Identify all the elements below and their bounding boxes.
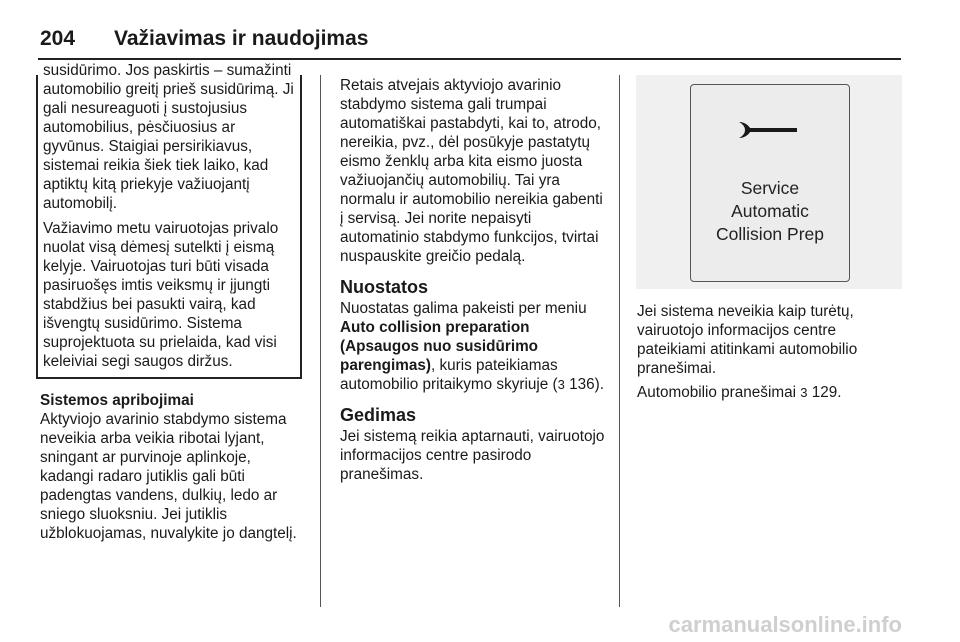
settings-paragraph (340, 299, 608, 394)
display-panel (690, 84, 850, 282)
warning-paragraph-2: Važiavimo metu vairuotojas privalo nuolat visą dėmesį sutelkti į eismą kelyje. Vairuotojas turi būti visada pasiruošęs imtis veiksmų ir įjungti stabdžius bei pasukti vairą, kad išvengtų susidūrimo. Sistema suprojektuota su prielaida, kad visi keleiviai segi saugos diržus. (43, 220, 279, 370)
column-2 (340, 76, 608, 484)
wrench-icon (737, 119, 801, 141)
faults-paragraph: Jei sistemą reikia aptarnauti, vairuotojo informacijos centre pasirodo pranešimas. (340, 428, 605, 483)
column-3 (637, 302, 899, 407)
warning-box (36, 62, 302, 379)
page-title: Važiavimas ir naudojimas (114, 27, 369, 50)
messages-page-ref[interactable]: 129. (807, 384, 842, 401)
limitations-heading: Sistemos apribojimai (40, 392, 194, 409)
settings-page-ref[interactable]: 136). (564, 376, 604, 393)
column-divider-2 (619, 75, 620, 607)
reference-arrow-icon: 3 (800, 385, 808, 400)
watermark: carmanualsonline.info (668, 612, 902, 637)
service-message-line-2: Automatic (731, 201, 809, 221)
warning-paragraph-1: susidūrimo. Jos paskirtis – sumažinti automobilio greitį prieš susidūrimą. Ji gali nesureaguoti į sustojusius automobilius, pėsčiuosius ar gyvūnus. Staigiai persirikiavus, sistemai reikia šiek tiek laiko, kad aptiktų kitą priekyje važiuojantį automobilį. (43, 62, 294, 212)
intro-paragraph: Retais atvejais aktyviojo avarinio stabdymo sistema gali trumpai automatiškai pastabdyti, kai to, atrodo, nereikia, pvz., dėl posūkyje pastatytų eismo ženklų arba kita eismo juosta važiuojančių automobilių. Tai yra normalu ir automobilio nereikia gabenti į servisą. Jei norite nepaisyti automatinio stabdymo funkcijos, tvirtai nuspauskite greičio pedalą. (340, 77, 603, 265)
column-1-section (40, 391, 305, 543)
service-message (691, 177, 849, 246)
settings-text-pre: Nuostatas galima pakeisti per meniu (340, 300, 587, 317)
column-divider-1 (320, 75, 321, 607)
malfunction-paragraph: Jei sistema neveikia kaip turėtų, vairuotojo informacijos centre pateikiami atitinkami automobilio pranešimai. (637, 303, 858, 377)
page-number: 204 (40, 27, 76, 50)
settings-text-post: , kuris pateikiamas automobilio pritaikymo skyriuje ( (340, 357, 558, 393)
service-message-figure (636, 75, 902, 289)
messages-ref-text: Automobilio pranešimai (637, 384, 801, 401)
settings-heading: Nuostatos (340, 277, 429, 297)
service-message-line-1: Service (740, 178, 800, 198)
service-message-line-3: Collision Prep (716, 224, 824, 244)
header-rule (38, 58, 901, 60)
limitations-text: Aktyviojo avarinio stabdymo sistema neveikia arba veikia ribotai lyjant, sningant ar purvinoje aplinkoje, kadangi radaro jutiklis gali būti padengtas vandens, dulkių, ledo ar sniego sluoksniu. Jei jutiklis užblokuojamas, nuvalykite jo dangtelį. (40, 411, 297, 542)
settings-menu-name: Auto collision preparation (Apsaugos nuo susidūrimo parengimas) (340, 319, 539, 374)
messages-reference-paragraph (637, 383, 899, 402)
faults-heading: Gedimas (340, 405, 417, 425)
page-header (40, 17, 368, 51)
reference-arrow-icon: 3 (557, 377, 565, 392)
